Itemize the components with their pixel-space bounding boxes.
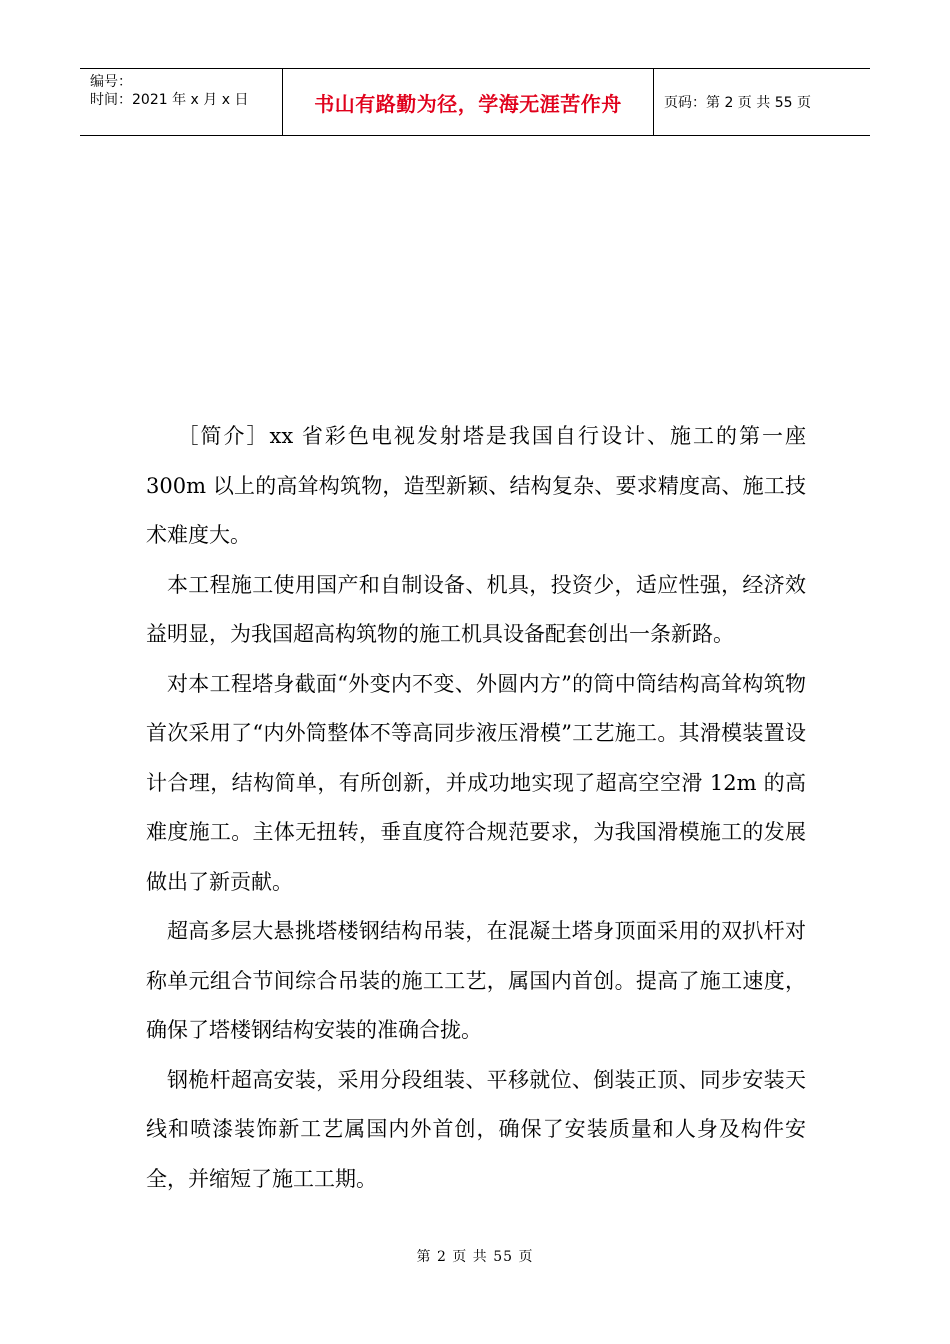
paragraph: 本工程施工使用国产和自制设备、机具，投资少，适应性强，经济效益明显，为我国超高构筑物的施工机具设备配套创出一条新路。	[146, 572, 806, 646]
paragraph: 对本工程塔身截面“外变内不变、外圆内方”的筒中筒结构高耸构筑物首次采用了“内外筒整体不等高同步液压滑模”工艺施工。其滑模装置设计合理，结构简单，有所创新，并成功地实现了超高空空滑 12m 的高难度施工。主体无扭转，垂直度符合规范要求，为我国滑模施工的发展做出了新贡献。	[146, 671, 806, 894]
paragraph-intro: ［简介］xx 省彩色电视发射塔是我国自行设计、施工的第一座 300m 以上的高耸构筑物，造型新颖、结构复杂、要求精度高、施工技术难度大。	[146, 424, 806, 547]
time-label: 时间：2021 年 x 月 x 日	[90, 92, 249, 108]
page-info: 页码：第 2 页 共 55 页	[664, 95, 811, 111]
motto-text: 书山有路勤为径，学海无涯苦作舟	[314, 91, 622, 116]
header-table	[80, 68, 870, 136]
paragraph: 钢桅杆超高安装，采用分段组装、平移就位、倒装正顶、同步安装天线和喷漆装饰新工艺属国内外首创，确保了安装质量和人身及构件安全，并缩短了施工工期。	[146, 1067, 806, 1191]
page-footer: 第 2 页 共 55 页	[416, 1249, 534, 1265]
number-label: 编号：	[90, 74, 132, 90]
header-page-cell	[654, 69, 870, 135]
header-motto-cell	[282, 69, 654, 135]
header-left-cell	[80, 69, 282, 135]
document-body	[146, 412, 806, 1204]
paragraph: 超高多层大悬挑塔楼钢结构吊装，在混凝土塔身顶面采用的双扒杆对称单元组合节间综合吊装的施工工艺，属国内首创。提高了施工速度，确保了塔楼钢结构安装的准确合拢。	[146, 919, 806, 1042]
